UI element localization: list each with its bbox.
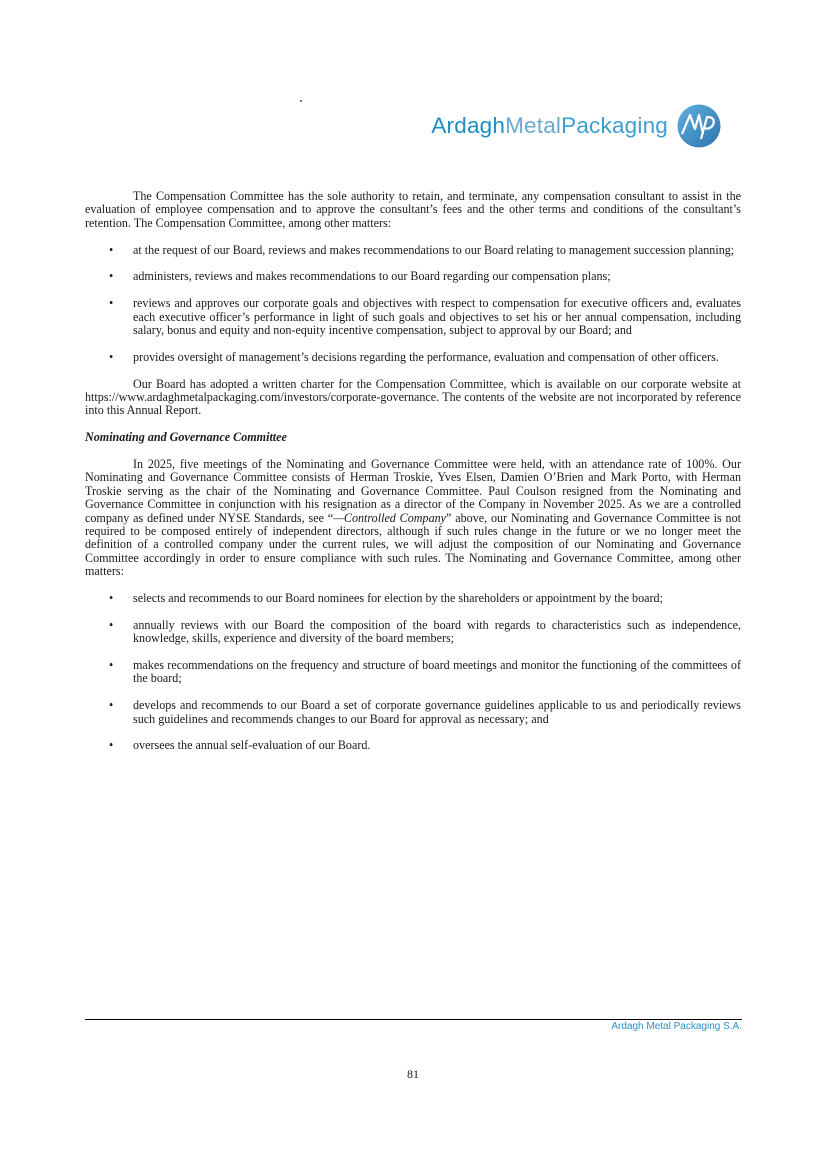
list-item: • provides oversight of management’s decisions regarding the performance, evaluation and compensation of other officers. xyxy=(109,349,719,364)
stray-mark xyxy=(300,100,302,102)
footer-company-name: Ardagh Metal Packaging S.A. xyxy=(611,1021,742,1032)
list-item: • oversees the annual self-evaluation of our Board. xyxy=(109,738,371,753)
list-item: • selects and recommends to our Board nominees for election by the shareholders or appointment by the board; xyxy=(109,591,663,606)
compensation-duties-list xyxy=(85,244,741,365)
list-item: • at the request of our Board, reviews and makes recommendations to our Board relating to management succession planning; xyxy=(109,242,735,257)
list-item: • administers, reviews and makes recommendations to our Board regarding our compensation plans; xyxy=(109,269,611,284)
bullet-icon: • xyxy=(109,617,114,632)
bullet-icon: • xyxy=(109,296,114,311)
logo-word-metal: Metal xyxy=(505,113,562,138)
bullet-icon: • xyxy=(109,698,114,713)
bullet-icon: • xyxy=(109,658,114,673)
compensation-intro-paragraph: The Compensation Committee has the sole authority to retain, and terminate, any compensation consultant to assist in the evaluation of employee compensation and to approve the consultant’s fees and the other terms and conditions of the consultant’s retention. The Compensation Committee, among other matters: xyxy=(85,189,741,230)
nominating-duties-list xyxy=(85,592,741,753)
section-heading: Nominating and Governance Committee xyxy=(85,430,287,445)
list-item: • develops and recommends to our Board a set of corporate governance guidelines applicable to us and periodically reviews such guidelines and recommends changes to our Board for approval as necessary; and xyxy=(109,698,741,726)
amp-logo-icon xyxy=(676,103,722,149)
list-item: • reviews and approves our corporate goals and objectives with respect to compensation for executive officers and, evaluates each executive officer’s performance in light of such goals and objectives to set his or her annual compensation, including salary, bonus and equity and non-equity incentive compensation, subject to approval by our Board; and xyxy=(109,296,741,338)
logo-word-ardagh: Ardagh xyxy=(431,113,506,138)
bullet-icon: • xyxy=(109,269,114,284)
company-logo xyxy=(431,103,722,149)
footer-divider xyxy=(85,1019,742,1020)
list-item: • annually reviews with our Board the composition of the board with regards to characteristics such as independence, knowledge, skills, experience and diversity of the board members; xyxy=(109,617,741,646)
nominating-committee-paragraph: In 2025, five meetings of the Nominating and Governance Committee were held, with an attendance rate of 100%. Our Nominating and Governance Committee consists of Herman Troskie, Yves Elsen, Damien O’Brien and Mark Porto, with Herman Troskie serving as the chair of the Nominating and Governance Committee. Paul Coulson resigned from the Nominating and Governance Committee in conjunction with his resignation as a director of the Company in November 2025. As we are a controlled company as defined under NYSE Standards, see “—Controlled Company” above, our Nominating and Governance Committee is not required to be composed entirely of independent directors, although if such rules change in the future or we no longer meet the definition of a controlled company under the current rules, we will adjust the composition of our Nominating and Governance Committee accordingly in order to ensure compliance with such rules. The Nominating and Governance Committee, among other matters: xyxy=(85,457,742,579)
main-content xyxy=(85,190,741,753)
list-item: • makes recommendations on the frequency and structure of board meetings and monitor the functioning of the committees of the board; xyxy=(109,658,741,686)
bullet-icon: • xyxy=(109,349,114,364)
bullet-icon: • xyxy=(109,242,114,257)
page-number: 81 xyxy=(407,1067,419,1081)
compensation-charter-paragraph: Our Board has adopted a written charter for the Compensation Committee, which is available on our corporate website at https://www.ardaghmetalpackaging.com/investors/corporate-governance. The contents of the website are not incorporated by reference into this Annual Report. xyxy=(85,376,741,418)
bullet-icon: • xyxy=(109,738,114,753)
bullet-icon: • xyxy=(109,591,114,606)
logo-wordmark xyxy=(431,113,668,139)
logo-word-packaging: Packaging xyxy=(561,113,668,138)
